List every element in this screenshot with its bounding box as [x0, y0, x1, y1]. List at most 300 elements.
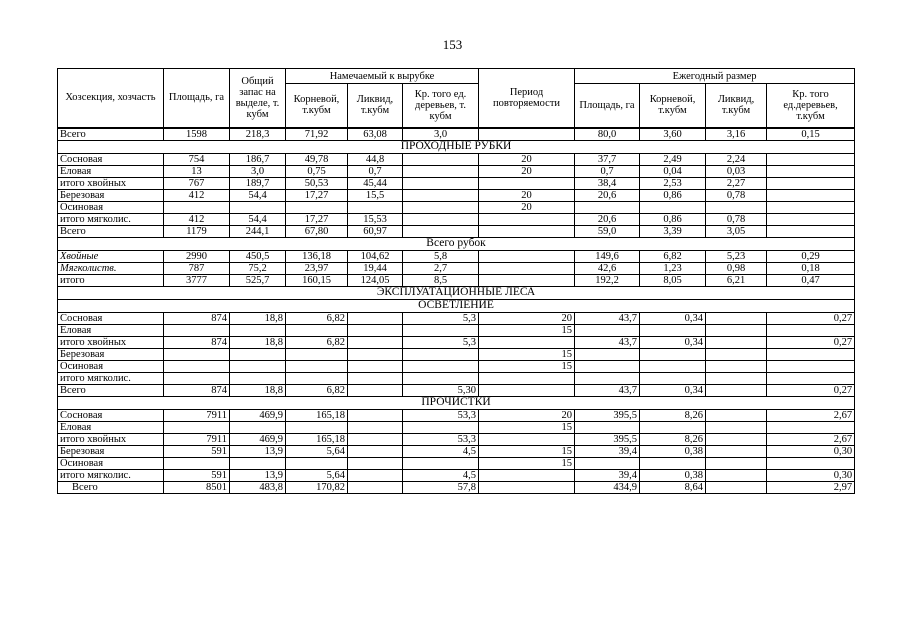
table-cell [403, 177, 479, 189]
table-cell [286, 457, 348, 469]
table-cell [767, 360, 855, 372]
table-cell: 192,2 [575, 274, 640, 286]
table-cell [767, 372, 855, 384]
table-cell [640, 457, 706, 469]
table-cell: 0,7 [575, 165, 640, 177]
header-annual: Ежегодный размер [575, 69, 855, 84]
header-annual-liquid: Ликвид, т.кубм [706, 84, 767, 128]
table-cell [706, 336, 767, 348]
table-cell [230, 348, 286, 360]
table-cell [348, 481, 403, 493]
table-cell: 20 [479, 165, 575, 177]
table-cell: 0,34 [640, 384, 706, 396]
table-cell: 17,27 [286, 189, 348, 201]
table-cell: 20 [479, 201, 575, 213]
table-cell: 8,26 [640, 433, 706, 445]
table-cell [767, 165, 855, 177]
table-cell [575, 372, 640, 384]
table-cell [767, 201, 855, 213]
table-cell: 53,3 [403, 409, 479, 421]
table-cell: 0,27 [767, 312, 855, 324]
table-cell: 7911 [164, 433, 230, 445]
table-cell: 5,64 [286, 445, 348, 457]
table-cell [640, 372, 706, 384]
table-cell: 0,38 [640, 445, 706, 457]
table-cell: 49,78 [286, 153, 348, 165]
table-cell [706, 445, 767, 457]
table-cell [575, 421, 640, 433]
table-cell: 15 [479, 348, 575, 360]
table-row [58, 153, 855, 165]
table-cell: 44,8 [348, 153, 403, 165]
section-thinning: ПРОХОДНЫЕ РУБКИ [58, 140, 855, 153]
table-cell: 767 [164, 177, 230, 189]
table-row [58, 445, 855, 457]
table-cell [706, 469, 767, 481]
table-cell: 6,82 [286, 336, 348, 348]
section-row [58, 140, 855, 153]
table-cell: 18,8 [230, 384, 286, 396]
table-cell: 59,0 [575, 225, 640, 237]
row-label: Всего [58, 481, 164, 493]
table-row [58, 384, 855, 396]
table-cell: 3,05 [706, 225, 767, 237]
section-cleaning: ПРОЧИСТКИ [58, 396, 855, 409]
table-cell: 0,7 [348, 165, 403, 177]
table-cell [706, 348, 767, 360]
table-cell: 483,8 [230, 481, 286, 493]
header-section: Хозсекция, хозчасть [58, 69, 164, 128]
table-cell: 244,1 [230, 225, 286, 237]
table-cell [348, 409, 403, 421]
table-cell: 54,4 [230, 189, 286, 201]
row-label: Хвойные [58, 250, 164, 262]
table-cell: 2,53 [640, 177, 706, 189]
table-cell [164, 457, 230, 469]
table-cell: 2,24 [706, 153, 767, 165]
table-cell [706, 372, 767, 384]
table-cell: 2990 [164, 250, 230, 262]
table-cell: 0,75 [286, 165, 348, 177]
table-row [58, 469, 855, 481]
table-cell: 5,23 [706, 250, 767, 262]
table-cell [706, 360, 767, 372]
table-row [58, 189, 855, 201]
table-row [58, 225, 855, 237]
table-cell: 37,7 [575, 153, 640, 165]
table-cell [479, 336, 575, 348]
table-cell [706, 384, 767, 396]
table-cell: 3777 [164, 274, 230, 286]
table-cell [164, 421, 230, 433]
table-row [58, 312, 855, 324]
table-cell: 54,4 [230, 213, 286, 225]
table-cell [286, 421, 348, 433]
table-cell [479, 177, 575, 189]
header-planned: Намечаемый к вырубке [286, 69, 479, 84]
table-cell: 5,64 [286, 469, 348, 481]
table-cell [348, 433, 403, 445]
table-cell: 67,80 [286, 225, 348, 237]
table-cell: 20 [479, 153, 575, 165]
row-label: Всего [58, 384, 164, 396]
table-cell [164, 324, 230, 336]
table-cell [575, 360, 640, 372]
table-cell [348, 372, 403, 384]
table-cell [479, 262, 575, 274]
row-label: Сосновая [58, 153, 164, 165]
table-row [58, 201, 855, 213]
table-cell [403, 189, 479, 201]
table-cell [348, 384, 403, 396]
table-cell [348, 324, 403, 336]
table-cell: 0,34 [640, 312, 706, 324]
header-area: Площадь, га [164, 69, 230, 128]
table-cell [164, 372, 230, 384]
table-cell: 0,78 [706, 189, 767, 201]
table-cell [230, 360, 286, 372]
table-cell [348, 201, 403, 213]
table-row [58, 250, 855, 262]
table-cell: 0,86 [640, 213, 706, 225]
section-row [58, 396, 855, 409]
row-label: Осиновая [58, 360, 164, 372]
table-row [58, 213, 855, 225]
table-cell: 20 [479, 409, 575, 421]
table-cell [348, 348, 403, 360]
table-cell [706, 457, 767, 469]
row-label: итого мягколис. [58, 213, 164, 225]
table-row [58, 165, 855, 177]
table-cell [230, 457, 286, 469]
table-cell: 15 [479, 445, 575, 457]
table-cell: 149,6 [575, 250, 640, 262]
table-row [58, 274, 855, 286]
table-row [58, 481, 855, 493]
table-cell [706, 201, 767, 213]
table-row [58, 324, 855, 336]
table-cell [348, 445, 403, 457]
table-row [58, 177, 855, 189]
clearing-body [58, 312, 855, 396]
table-cell: 124,05 [348, 274, 403, 286]
table-cell: 75,2 [230, 262, 286, 274]
table-cell: 20,6 [575, 213, 640, 225]
table-cell: 0,29 [767, 250, 855, 262]
table-cell [230, 201, 286, 213]
table-cell [479, 250, 575, 262]
table-cell: 525,7 [230, 274, 286, 286]
table-cell [479, 225, 575, 237]
table-cell: 591 [164, 469, 230, 481]
table-cell [479, 384, 575, 396]
table-cell [479, 481, 575, 493]
table-cell: 0,38 [640, 469, 706, 481]
table-cell: 15 [479, 457, 575, 469]
table-cell [575, 457, 640, 469]
table-cell: 13 [164, 165, 230, 177]
header-annual-area: Площадь, га [575, 84, 640, 128]
table-cell [403, 153, 479, 165]
table-cell: 170,82 [286, 481, 348, 493]
table-cell: 160,15 [286, 274, 348, 286]
section-clearing: ОСВЕТЛЕНИЕ [58, 299, 855, 312]
table-cell: 0,78 [706, 213, 767, 225]
table-cell: 165,18 [286, 409, 348, 421]
section-exploit: ЭКСПЛУАТАЦИОННЫЕ ЛЕСА [58, 286, 855, 299]
table-cell: 39,4 [575, 445, 640, 457]
table-cell: 395,5 [575, 433, 640, 445]
table-cell [640, 348, 706, 360]
table-cell: 450,5 [230, 250, 286, 262]
table-cell [403, 225, 479, 237]
table-cell [348, 457, 403, 469]
table-cell [348, 421, 403, 433]
table-cell: 8,05 [640, 274, 706, 286]
row-label: Березовая [58, 348, 164, 360]
table-cell [479, 274, 575, 286]
table-cell: 5,30 [403, 384, 479, 396]
section-row [58, 299, 855, 312]
table-cell [286, 324, 348, 336]
table-cell: 4,5 [403, 445, 479, 457]
table-cell: 43,7 [575, 336, 640, 348]
table-cell [479, 372, 575, 384]
table-cell: 38,4 [575, 177, 640, 189]
row-label: Березовая [58, 189, 164, 201]
table-cell [403, 421, 479, 433]
table-cell: 6,82 [286, 312, 348, 324]
table-cell [767, 348, 855, 360]
table-cell [640, 421, 706, 433]
table-row [58, 421, 855, 433]
table-cell: 2,67 [767, 433, 855, 445]
row-label: итого мягколис. [58, 372, 164, 384]
table-cell: 3,39 [640, 225, 706, 237]
table-cell: 45,44 [348, 177, 403, 189]
section-all-cuts: Всего рубок [58, 237, 855, 250]
table-row [58, 372, 855, 384]
table-cell [706, 312, 767, 324]
table-cell: 1,23 [640, 262, 706, 274]
table-cell [767, 324, 855, 336]
row-label: итого мягколис. [58, 469, 164, 481]
forest-cutting-table [57, 68, 855, 494]
header-liquid: Ликвид, т.кубм [348, 84, 403, 128]
table-cell [230, 324, 286, 336]
header-period: Период повторяемости [479, 69, 575, 128]
table-cell [767, 213, 855, 225]
table-cell [230, 421, 286, 433]
table-cell [164, 360, 230, 372]
table-cell: 50,53 [286, 177, 348, 189]
table-cell [286, 372, 348, 384]
table-cell: 6,21 [706, 274, 767, 286]
table-cell: 5,8 [403, 250, 479, 262]
table-cell: 1179 [164, 225, 230, 237]
all-cuts-body [58, 250, 855, 286]
table-cell [767, 189, 855, 201]
table-cell: 8,5 [403, 274, 479, 286]
row-label: Еловая [58, 324, 164, 336]
table-cell: 189,7 [230, 177, 286, 189]
row-label: итого [58, 274, 164, 286]
thinning-body [58, 153, 855, 237]
table-cell: 0,86 [640, 189, 706, 201]
row-label: Осиновая [58, 457, 164, 469]
table-cell: 20,6 [575, 189, 640, 201]
table-cell: 2,27 [706, 177, 767, 189]
table-cell [767, 225, 855, 237]
table-cell: 5,3 [403, 336, 479, 348]
table-row [58, 457, 855, 469]
table-cell: 0,30 [767, 445, 855, 457]
table-cell [706, 421, 767, 433]
table-cell [479, 469, 575, 481]
table-cell [706, 481, 767, 493]
table-cell: 0,30 [767, 469, 855, 481]
table-cell [479, 433, 575, 445]
row-label: Сосновая [58, 409, 164, 421]
table-row [58, 348, 855, 360]
table-cell: 8501 [164, 481, 230, 493]
row-label: Сосновая [58, 312, 164, 324]
header-stock: Общий запас на выделе, т. кубм [230, 69, 286, 128]
table-cell: 2,49 [640, 153, 706, 165]
table-cell [348, 312, 403, 324]
table-cell [286, 360, 348, 372]
table-cell: 2,67 [767, 409, 855, 421]
table-cell: 0,47 [767, 274, 855, 286]
table-cell [403, 348, 479, 360]
table-cell: 39,4 [575, 469, 640, 481]
table-cell: 136,18 [286, 250, 348, 262]
table-cell [706, 433, 767, 445]
table-row [58, 433, 855, 445]
table-cell: 0,27 [767, 336, 855, 348]
table-cell [403, 165, 479, 177]
section-row [58, 286, 855, 299]
table-cell: 787 [164, 262, 230, 274]
table-cell [403, 213, 479, 225]
table-cell [230, 372, 286, 384]
table-cell [348, 336, 403, 348]
table-cell: 15 [479, 421, 575, 433]
table-cell [767, 421, 855, 433]
row-label: итого хвойных [58, 336, 164, 348]
table-cell: 0,27 [767, 384, 855, 396]
table-cell [640, 360, 706, 372]
table-cell: 591 [164, 445, 230, 457]
table-cell: 15 [479, 360, 575, 372]
table-cell: 57,8 [403, 481, 479, 493]
table-cell [575, 348, 640, 360]
table-cell: 0,04 [640, 165, 706, 177]
table-cell: 20 [479, 312, 575, 324]
table-cell [348, 469, 403, 481]
table-cell: 7911 [164, 409, 230, 421]
table-cell [403, 372, 479, 384]
table-cell: 6,82 [286, 384, 348, 396]
table-cell: 6,82 [640, 250, 706, 262]
table-cell: 874 [164, 336, 230, 348]
table-cell: 104,62 [348, 250, 403, 262]
table-cell: 412 [164, 213, 230, 225]
table-cell: 3,0 [230, 165, 286, 177]
table-cell [164, 201, 230, 213]
table-cell: 17,27 [286, 213, 348, 225]
table-cell [767, 457, 855, 469]
table-cell: 23,97 [286, 262, 348, 274]
table-cell: 2,97 [767, 481, 855, 493]
table-cell [706, 324, 767, 336]
table-cell: 874 [164, 384, 230, 396]
table-cell: 186,7 [230, 153, 286, 165]
row-label: Еловая [58, 421, 164, 433]
table-cell: 0,34 [640, 336, 706, 348]
table-cell: 874 [164, 312, 230, 324]
table-cell: 43,7 [575, 312, 640, 324]
table-cell: 18,8 [230, 336, 286, 348]
table-cell [575, 324, 640, 336]
table-cell: 8,64 [640, 481, 706, 493]
table-cell [403, 457, 479, 469]
section-row [58, 237, 855, 250]
table-cell [479, 213, 575, 225]
table-cell: 43,7 [575, 384, 640, 396]
row-label: Еловая [58, 165, 164, 177]
row-label: Осиновая [58, 201, 164, 213]
table-cell: 13,9 [230, 469, 286, 481]
table-cell [403, 324, 479, 336]
header-annual-root: Корневой, т.кубм [640, 84, 706, 128]
table-row [58, 360, 855, 372]
table-cell: 434,9 [575, 481, 640, 493]
table-row [58, 409, 855, 421]
table-cell: 18,8 [230, 312, 286, 324]
table-cell: 15,5 [348, 189, 403, 201]
table-cell: 60,97 [348, 225, 403, 237]
table-cell: 412 [164, 189, 230, 201]
row-label: итого хвойных [58, 177, 164, 189]
table-cell: 5,3 [403, 312, 479, 324]
table-cell [706, 409, 767, 421]
table-cell: 15 [479, 324, 575, 336]
table-cell: 13,9 [230, 445, 286, 457]
table-cell [164, 348, 230, 360]
cleaning-body [58, 409, 855, 493]
table-cell [575, 201, 640, 213]
table-cell [286, 348, 348, 360]
table-cell: 15,53 [348, 213, 403, 225]
page-number: 153 [442, 37, 463, 52]
table-cell: 469,9 [230, 433, 286, 445]
table-cell: 469,9 [230, 409, 286, 421]
table-cell: 20 [479, 189, 575, 201]
table-cell: 8,26 [640, 409, 706, 421]
table-cell [640, 324, 706, 336]
table-row: Всего 1598 218,3 71,92 63,08 3,0 80,0 3,60 3,16 0,15 [58, 128, 855, 141]
table-cell: 0,03 [706, 165, 767, 177]
table-cell [403, 360, 479, 372]
table-cell: 165,18 [286, 433, 348, 445]
table-cell: 53,3 [403, 433, 479, 445]
table-cell [767, 153, 855, 165]
table-cell: 2,7 [403, 262, 479, 274]
table-cell: 42,6 [575, 262, 640, 274]
header-per-tree: Кр. того ед. деревьев, т. кубм [403, 84, 479, 128]
row-label: итого хвойных [58, 433, 164, 445]
